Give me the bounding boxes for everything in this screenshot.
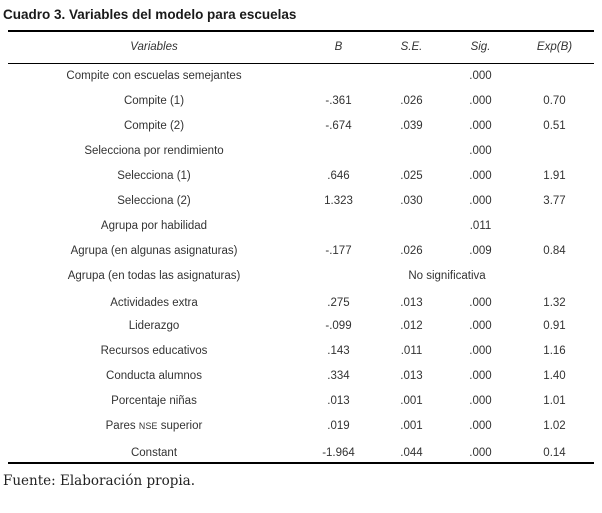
row-label: Selecciona (2)	[117, 194, 191, 207]
table-row	[8, 163, 594, 188]
cell-b: .013	[327, 394, 350, 407]
cell-sig: .000	[469, 319, 492, 332]
cell-sig: .000	[469, 446, 492, 459]
cell-se: .011	[400, 344, 423, 357]
cell-sig: .000	[469, 144, 492, 157]
row-label: Conducta alumnos	[106, 369, 202, 382]
cell-se: .026	[400, 94, 423, 107]
cell-exp: 0.14	[543, 446, 566, 459]
cell-span-note: No significativa	[408, 269, 486, 282]
cell-sig: .000	[469, 169, 492, 182]
table-header	[8, 31, 594, 63]
cell-exp	[515, 63, 594, 88]
source-note: Fuente: Elaboración propia.	[3, 473, 196, 489]
cell-sig: .000	[469, 119, 492, 132]
row-label: Pares NSE superior	[105, 419, 203, 432]
row-label: Porcentaje niñas	[111, 394, 197, 407]
cell-se: .039	[400, 119, 423, 132]
cell-sig: .000	[469, 394, 492, 407]
cell-exp: 0.70	[543, 94, 566, 107]
row-label: Recursos educativos	[100, 344, 208, 357]
cell-b	[300, 138, 377, 163]
row-label: Liderazgo	[128, 319, 180, 332]
table-row	[8, 238, 594, 263]
cell-b	[300, 213, 377, 238]
cell-exp: 1.02	[543, 419, 566, 432]
row-label: Agrupa (en algunas asignaturas)	[70, 244, 238, 257]
cell-sig: .000	[469, 194, 492, 207]
row-label: Selecciona por rendimiento	[84, 144, 224, 157]
cell-b: 1.323	[324, 194, 353, 207]
table-row	[8, 263, 594, 288]
cell-se	[377, 63, 446, 88]
cell-b: -1.964	[322, 446, 355, 459]
table-row	[8, 313, 594, 338]
table-row	[8, 288, 594, 313]
cell-exp: 0.51	[543, 119, 566, 132]
row-label: Compite (2)	[123, 119, 185, 132]
cell-b	[300, 63, 377, 88]
row-label: Constant	[130, 446, 178, 459]
smallcaps-text: NSE	[138, 420, 158, 431]
table-body	[8, 63, 594, 463]
cell-exp: 1.40	[543, 369, 566, 382]
table-row	[8, 388, 594, 413]
cell-se: .026	[400, 244, 423, 257]
cell-exp	[515, 138, 594, 163]
cell-se: .025	[400, 169, 423, 182]
col-header-se: S.E.	[377, 31, 446, 63]
cell-b: .019	[327, 419, 350, 432]
cell-exp: 1.32	[543, 297, 566, 309]
cell-sig: .000	[469, 297, 492, 309]
cell-exp	[515, 213, 594, 238]
row-label: Selecciona (1)	[117, 169, 191, 182]
table-row	[8, 113, 594, 138]
cell-b: -.099	[325, 319, 352, 332]
col-header-sig: Sig.	[446, 31, 515, 63]
cell-se: .013	[400, 297, 423, 309]
table-row	[8, 413, 594, 438]
col-header-b: B	[300, 31, 377, 63]
model-variables-table	[8, 30, 594, 464]
cell-se: .001	[400, 394, 423, 407]
cell-exp: 1.01	[543, 394, 566, 407]
row-label: Actividades extra	[110, 297, 198, 309]
cell-b: .334	[327, 369, 350, 382]
cell-b: .275	[327, 297, 350, 309]
col-header-exp: Exp(B)	[515, 31, 594, 63]
row-label: Compite con escuelas semejantes	[66, 69, 242, 82]
table-title: Cuadro 3. Variables del modelo para escuelas	[3, 7, 297, 22]
row-label: Compite (1)	[123, 94, 185, 107]
table-row	[8, 188, 594, 213]
row-label: Agrupa por habilidad	[100, 219, 208, 232]
table-row	[8, 88, 594, 113]
cell-se: .012	[400, 319, 423, 332]
cell-b: -.177	[325, 244, 352, 257]
table-row	[8, 138, 594, 163]
table-row	[8, 338, 594, 363]
cell-sig: .011	[469, 219, 492, 232]
cell-b: .143	[327, 344, 350, 357]
cell-exp: 1.91	[543, 169, 566, 182]
table-row	[8, 63, 594, 88]
table-row	[8, 438, 594, 463]
cell-exp: 1.16	[543, 344, 566, 357]
row-label: Agrupa (en todas las asignaturas)	[67, 269, 241, 282]
cell-se	[377, 138, 446, 163]
header-row	[8, 31, 594, 63]
col-header-variables: Variables	[8, 31, 300, 63]
cell-se: .013	[400, 369, 423, 382]
cell-exp: 0.84	[543, 244, 566, 257]
cell-exp: 3.77	[543, 194, 566, 207]
cell-sig: .000	[469, 344, 492, 357]
cell-se	[377, 213, 446, 238]
cell-sig: .000	[469, 94, 492, 107]
cell-se: .001	[400, 419, 423, 432]
table-row	[8, 213, 594, 238]
cell-sig: .000	[469, 369, 492, 382]
cell-sig: .000	[469, 69, 492, 82]
cell-sig: .000	[469, 419, 492, 432]
cell-exp: 0.91	[543, 319, 566, 332]
cell-se: .030	[400, 194, 423, 207]
cell-b: -.674	[325, 119, 352, 132]
cell-se: .044	[400, 446, 423, 459]
cell-sig: .009	[469, 244, 492, 257]
table-row	[8, 363, 594, 388]
cell-b: -.361	[325, 94, 352, 107]
cell-b: .646	[327, 169, 350, 182]
